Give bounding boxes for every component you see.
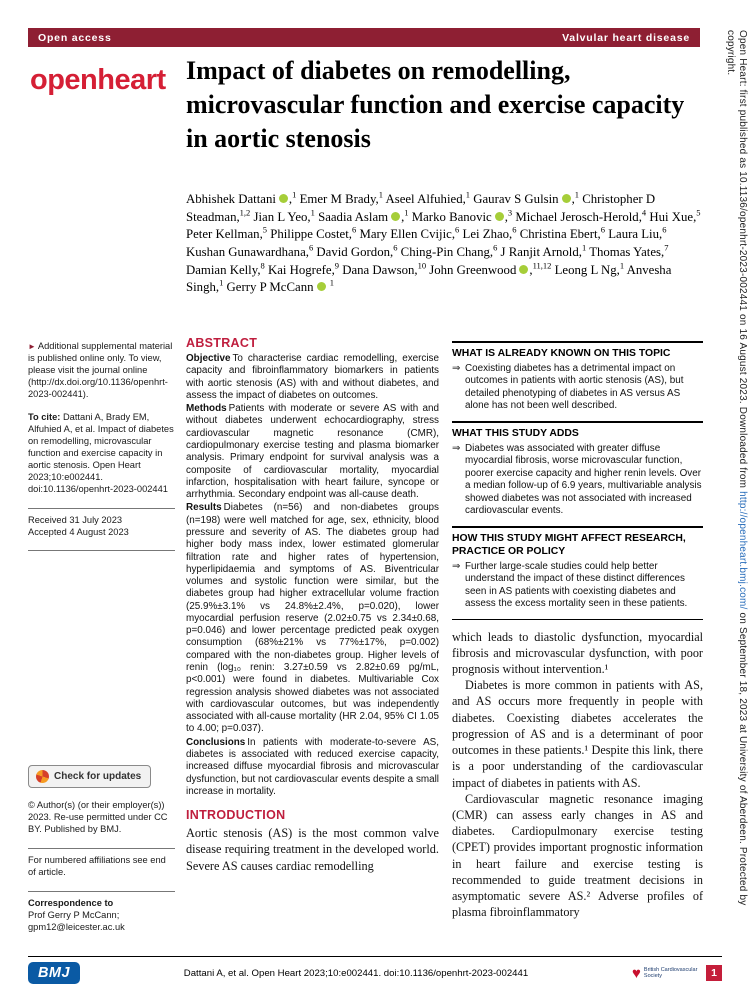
key-question-known-section (452, 341, 703, 421)
dates-block (28, 515, 175, 539)
openheart-url-link[interactable]: http://openheart.bmj.com/ (737, 491, 748, 610)
abstract-results (186, 502, 439, 735)
divider (28, 508, 175, 509)
author-name: Christina Ebert,$^6$ (519, 225, 605, 242)
bcs-logo-text: British Cardiovascular Society (643, 966, 698, 979)
abstract-objective-label: Objective (186, 353, 231, 364)
divider (28, 848, 175, 849)
spacer (28, 557, 175, 765)
topbar (28, 28, 700, 47)
orcid-icon[interactable] (391, 212, 400, 221)
correspondence-block (28, 898, 175, 934)
left-sidebar (28, 341, 175, 946)
author-name: Thomas Yates,$^7$ (589, 242, 669, 260)
correspondence-label: Correspondence to (28, 897, 114, 908)
author-name: Anvesha Singh,$^1$ (186, 262, 672, 295)
abstract-results-text: Diabetes (n=56) and non-diabetes groups (n=198) were well matched for age, sex, ethnicity, blood pressure and severity of AS. The diabetes group had higher body mass index, lower estimated glomerular filtration rate and higher rates of hypertension, hyperlipidaemia and symptoms of AS. Biventricular volumes and systolic function were similar, but the diabetes group had higher extracellular volume fraction (25.9%±3.1% vs 24.8%±2.4%, p=0.020), lower myocardial perfusion reserve (2.02±0.75 vs 2.34±0.68, p=0.046) and lower percentage predicted peak oxygen consumption (68%±21% vs 77%±17%, p=0.002) compared with the non-diabetes group. Higher levels of renin (log₁₀ renin: 3.27±0.59 vs 2.82±0.69 pg/mL, p<0.001) were found in diabetes. Multivariable Cox regression analysis showed diabetes was not associated with cardiovascular outcomes, but was independently associated with all-cause mortality (HR 2.04, 95% CI 1.05 to 4.00; p=0.037). (186, 502, 439, 735)
key-question-known-text: Coexisting diabetes has a detrimental impact on outcomes in patients with aortic stenosis (AS), but detailed phenotyping of diabetes in AS versus AS alone has not been well described. (465, 363, 684, 412)
section-label: Valvular heart disease (562, 31, 690, 44)
heart-icon: ♥ (632, 964, 641, 982)
bullet-arrow-icon: ⇒ (452, 560, 461, 572)
crossmark-icon (36, 770, 49, 783)
orcid-icon[interactable] (495, 212, 504, 221)
author-name: Marko Banovic ,$^3$ (411, 207, 513, 224)
author-name: Saadia Aslam ,$^1$ (318, 207, 409, 224)
key-question-known-heading: WHAT IS ALREADY KNOWN ON THIS TOPIC (452, 348, 671, 359)
open-access-label: Open access (38, 31, 112, 44)
author-name: Damian Kelly,$^8$ (186, 260, 265, 277)
abstract-methods-label: Methods (186, 403, 227, 415)
author-name: Abhishek Dattani ,$^1$ (186, 190, 297, 207)
body-paragraph: which leads to diastolic dysfunction, myocardial fibrosis and microvascular dysfunction, with poor prognosis without intervention.¹ (452, 629, 703, 676)
cite-text: Dattani A, Brady EM, Alfuhied A, et al. Impact of diabetes on remodelling, microvascular function and exercise capacity in aortic stenosis. Open Heart 2023;10:e002441. doi:10.1136/openhrt-2023-002441 (28, 412, 174, 494)
author-name: Emer M Brady,$^1$ (299, 190, 383, 207)
author-name: J Ranjit Arnold,$^1$ (500, 242, 587, 260)
abstract-methods (186, 403, 439, 501)
key-question-adds-bullet (452, 443, 703, 518)
bcs-logo (632, 966, 698, 981)
body-paragraph: Diabetes is more common in patients with AS, and AS occurs more frequently in people with diabetes. Coexisting diabetes accelerates the progression of AS and is a determinant of poor outcomes in these patients.¹ Despite this link, there is a poor understanding of the cardiovascular impact of diabetes in patients with AS. (452, 678, 703, 790)
introduction-text: Aortic stenosis (AS) is the most common valve disease requiring treatment in the developed world. Severe AS causes cardiac remodelling (186, 826, 439, 873)
abstract-conclusions-text: In patients with moderate-to-severe AS, diabetes is associated with reduced exercise capacity, increased diffuse myocardial fibrosis and microvascular dysfunction, but not cardiovascular events despite a small increase in mortality. (186, 736, 439, 797)
affiliations-note: For numbered affiliations see end of article. (28, 855, 166, 878)
orcid-icon[interactable] (317, 282, 326, 291)
key-questions-box (452, 341, 703, 620)
cite-label: To cite: (28, 412, 61, 423)
author-name: Gerry P McCann $^1$ (226, 278, 334, 295)
key-question-affect-section (452, 526, 703, 619)
author-name: Christopher D Steadman,$^{1,2}$ (186, 192, 656, 224)
abstract-objective-text: To characterise cardiac remodelling, exercise capacity and fibroinflammatory biomarkers in patients with aortic stenosis (AS) with and without diabetes, and assess the impact of diabetes on outcomes. (186, 353, 439, 401)
body-paragraph: Cardiovascular magnetic resonance imaging (CMR) can assess early changes in AS and diabetes. Cardiopulmonary exercise testing (CPET) provides important prognostic information in heart failure and exercise testing is recommended to guide treatment decisions in asymptomatic severe AS.² Adverse profiles of plasma fibroinflammatory (452, 791, 703, 920)
divider (28, 891, 175, 892)
bullet-arrow-icon: ⇒ (452, 363, 461, 374)
key-question-adds-section (452, 421, 703, 526)
author-name: Kushan Gunawardhana,$^6$ (186, 242, 314, 260)
side-publication-note (722, 30, 748, 946)
author-name: Philippe Costet,$^6$ (270, 225, 357, 242)
author-name: Ching-Pin Chang,$^6$ (400, 242, 498, 260)
author-name: Aseel Alfuhied,$^1$ (385, 190, 471, 207)
author-name: Peter Kellman,$^5$ (186, 225, 268, 242)
bmj-logo: BMJ (28, 962, 80, 984)
author-name: Kai Hogrefe,$^9$ (267, 260, 340, 277)
author-name: Laura Liu,$^6$ (608, 225, 667, 242)
author-name: Jian L Yeo,$^1$ (253, 207, 315, 224)
received-date: Received 31 July 2023 (28, 514, 123, 525)
journal-logo: openheart (30, 64, 166, 96)
bullet-arrow-icon: ⇒ (452, 442, 461, 454)
key-question-adds-text: Diabetes was associated with greater diffuse myocardial fibrosis, worse microvascular function, poorer exercise capacity and higher renin levels. Over a median follow-up of 6.9 years, multivariable analysis showed diabetes was not associated with increased cardiovascular events. (465, 442, 702, 517)
author-name: Leong L Ng,$^1$ (554, 260, 625, 277)
orcid-icon[interactable] (519, 265, 528, 274)
author-name: Mary Ellen Cvijic,$^6$ (359, 225, 460, 242)
supplemental-note (28, 341, 175, 400)
key-question-affect-heading: HOW THIS STUDY MIGHT AFFECT RESEARCH, PRACTICE OR POLICY (452, 532, 686, 557)
abstract-results-label: Results (186, 502, 222, 514)
abstract-heading: ABSTRACT (186, 336, 258, 350)
accepted-date: Accepted 4 August 2023 (28, 526, 129, 537)
author-name: David Gordon,$^6$ (316, 242, 398, 260)
key-question-affect-bullet (452, 561, 703, 611)
copyright-note: © Author(s) (or their employer(s)) 2023. Re-use permitted under CC BY. Published by BMJ. (28, 800, 168, 835)
orcid-icon[interactable] (279, 194, 288, 203)
check-for-updates-label: Check for updates (54, 770, 142, 782)
key-question-known-bullet (452, 363, 703, 413)
abstract-conclusions (186, 737, 439, 798)
author-name: Lei Zhao,$^6$ (462, 225, 517, 242)
check-for-updates-button[interactable] (28, 765, 151, 788)
key-question-affect-text: Further large-scale studies could help better understand the impact of these distinct differences seen in AS patients with coexisting diabetes and assess the excess mortality seen in these patients. (465, 560, 688, 610)
correspondence-text[interactable]: Prof Gerry P McCann; gpm12@leicester.ac.uk (28, 909, 125, 932)
article-title: Impact of diabetes on remodelling, microvascular function and exercise capacity in aortic stenosis (186, 56, 685, 153)
introduction-heading: INTRODUCTION (186, 808, 286, 823)
author-name: Dana Dawson,$^{10}$ (342, 260, 427, 277)
orcid-icon[interactable] (562, 194, 571, 203)
side-note-pre: Open Heart: first published as 10.1136/openhrt-2023-002441 on 16 August 2023. Downloaded from (737, 30, 748, 492)
abstract-column (186, 336, 439, 874)
abstract-methods-text: Patients with moderate or severe AS with and without diabetes underwent echocardiography, stress cardiovascular magnetic resonance (CMR), cardiopulmonary exercise testing and plasma biomarker analysis. Primary endpoint for survival analysis was a composite of cardiovascular mortality, myocardial infarction, hospitalisation with heart failure, syncope or arrhythmia. Secondary endpoint was all-cause death. (186, 403, 439, 501)
right-column (452, 341, 703, 921)
supplemental-arrow-icon: ► (28, 342, 36, 351)
author-name: John Greenwood ,$^{11,12}$ (429, 260, 552, 277)
author-name: Hui Xue,$^5$ (649, 207, 701, 224)
abstract-conclusions-label: Conclusions (186, 736, 246, 748)
cite-block (28, 412, 175, 495)
footer-citation: Dattani A, et al. Open Heart 2023;10:e002441. doi:10.1136/openhrt-2023-002441 (183, 967, 529, 979)
supplemental-text: Additional supplemental material is published online only. To view, please visit the journal online (http://dx.doi.org/10.1136/openhrt-2023-002441). (28, 341, 173, 399)
author-name: Gaurav S Gulsin ,$^1$ (473, 190, 580, 207)
key-question-adds-heading: WHAT THIS STUDY ADDS (452, 427, 579, 439)
author-name: Michael Jerosch-Herold,$^4$ (515, 207, 647, 224)
divider (28, 550, 175, 551)
abstract-objective (186, 353, 439, 402)
authors-line (186, 190, 704, 296)
footer (28, 956, 722, 984)
page-number-badge: 1 (706, 965, 722, 981)
side-note-post: on September 18, 2023 at University of Aberdeen. Protected by copyright. (725, 30, 748, 906)
